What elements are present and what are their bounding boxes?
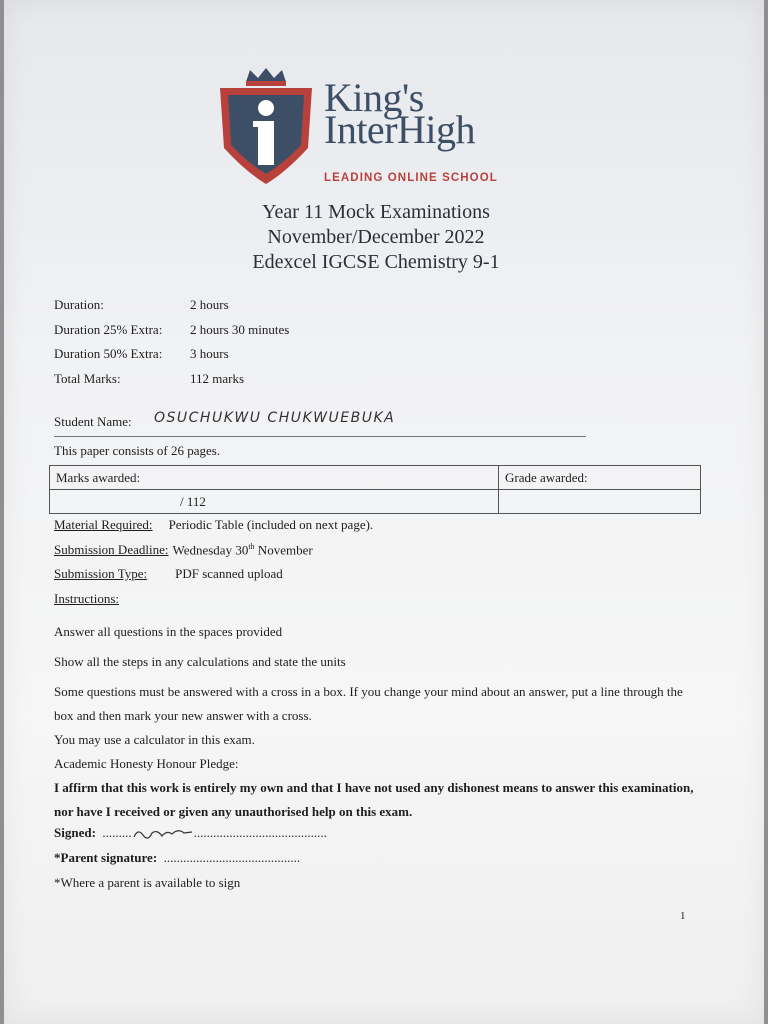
info-instructions [54,591,373,616]
marks-awarded-value: / 112 [50,490,499,514]
signature-scribble [132,827,194,841]
exam-cover-page [4,0,764,1024]
info-material [54,517,373,542]
page-number: 1 [680,910,686,922]
brand-name [324,75,476,152]
info-value: PDF scanned upload [175,566,283,581]
info-value: Wednesday 30th November [172,541,313,557]
meta-row-duration-50 [54,346,289,371]
info-label: Material Required: [54,517,153,532]
signed-label: Signed: [54,825,96,840]
marks-awarded-label: Marks awarded: [50,466,499,490]
meta-label: Duration 25% Extra: [54,321,163,337]
parent-signature-line [54,850,300,866]
signed-dots-2: ......................................... [193,825,327,840]
school-logo [216,64,526,189]
exam-titles [4,200,748,275]
exam-info [54,517,373,615]
info-label: Instructions: [54,590,119,606]
instruction-3: Some questions must be answered with a cross in a box. If you change your mind about an answer, put a line through the box and then mark your new answer with a cross. [54,684,683,723]
instructions-body [54,620,694,824]
exam-subject: Edexcel IGCSE Chemistry 9-1 [252,251,500,273]
info-deadline [54,542,373,567]
brand-tagline: LEADING ONLINE SCHOOL [324,172,498,184]
meta-row-total-marks [54,371,289,396]
honour-pledge: I affirm that this work is entirely my own and that I have not used any dishonest means to answer this examination, nor have I received or given any unauthorised help on this exam. [54,780,694,819]
meta-value: 112 marks [190,370,245,386]
instruction-1: Answer all questions in the spaces provided [54,624,283,639]
student-name-handwritten: OSUCHUKWU CHUKWUEBUKA [154,410,396,426]
grade-awarded-label: Grade awarded: [499,466,701,490]
meta-value: 2 hours 30 minutes [190,321,290,337]
info-label: Submission Type: [54,566,148,581]
exam-meta [54,297,289,395]
meta-label: Total Marks: [54,370,121,386]
signed-dots: ......... [99,825,132,840]
meta-row-duration [54,297,289,322]
student-name-field [54,410,586,437]
meta-label: Duration: [54,297,104,312]
instruction-5: Academic Honesty Honour Pledge: [54,756,239,771]
meta-value: 2 hours [190,297,229,312]
parent-signature-label: *Parent signature: [54,850,158,865]
meta-label: Duration 50% Extra: [54,346,163,361]
info-label: Submission Deadline: [54,541,169,557]
meta-row-duration-25 [54,322,289,347]
brand-line-1: King's [324,75,424,120]
instruction-2: Show all the steps in any calculations and state the units [54,654,346,669]
marks-table [49,465,701,514]
instruction-4: You may use a calculator in this exam. [54,732,255,747]
shield-crown-icon [216,64,316,189]
grade-awarded-value [499,490,701,514]
info-submission-type [54,566,373,591]
brand-line-2: InterHigh [324,107,476,152]
page-count-note: This paper consists of 26 pages. [54,443,221,458]
exam-session: November/December 2022 [267,226,485,248]
signed-line [54,825,327,841]
student-name-label: Student Name: [54,414,132,429]
parent-note: *Where a parent is available to sign [54,875,241,890]
info-value: Periodic Table (included on next page). [168,517,374,532]
parent-signature-dots: .......................................... [160,850,301,865]
meta-value: 3 hours [190,346,229,361]
exam-title: Year 11 Mock Examinations [262,201,490,223]
